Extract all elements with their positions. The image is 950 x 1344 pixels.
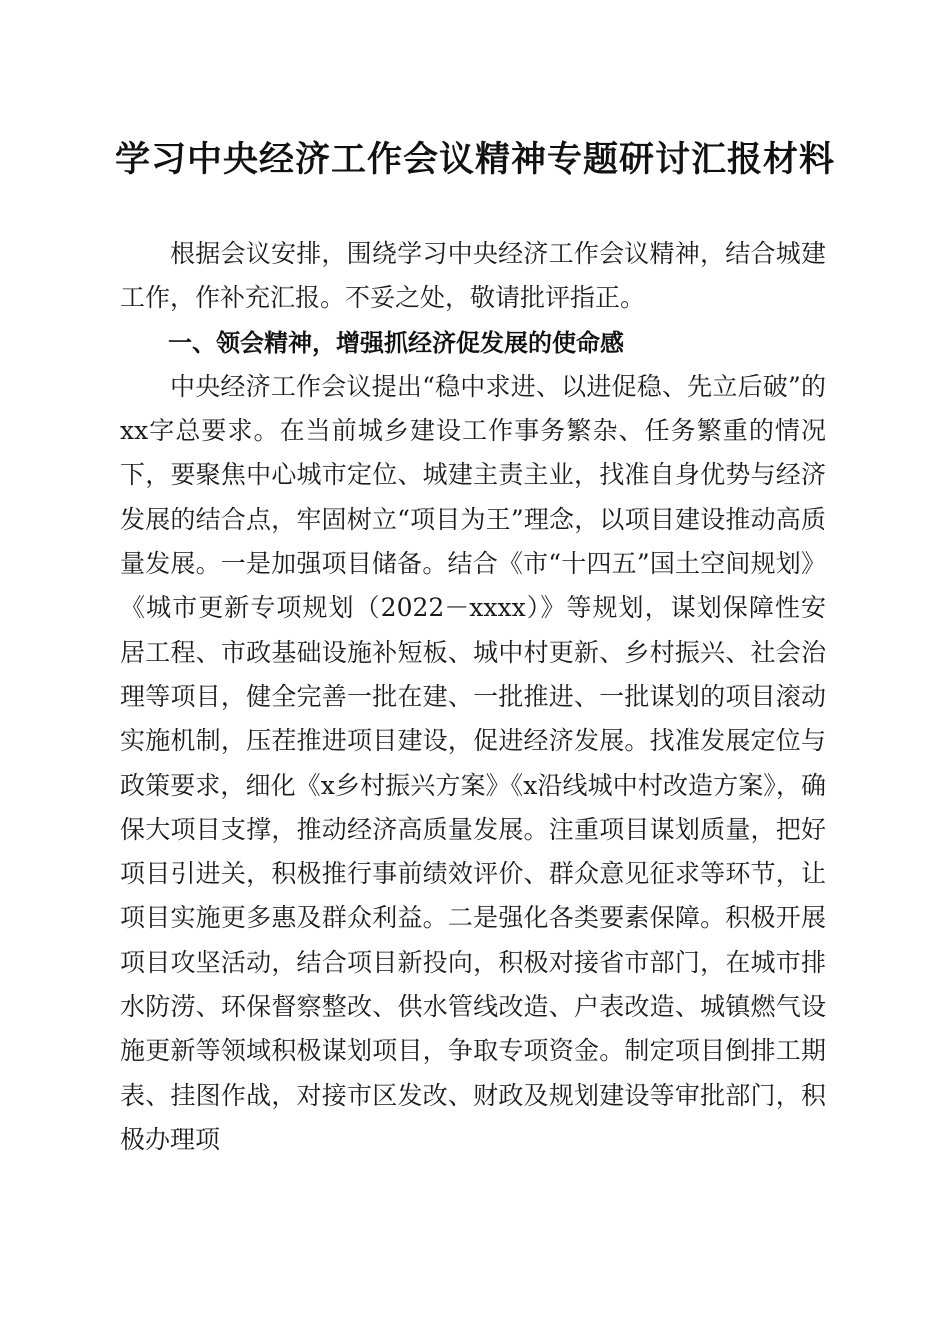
document-title: 学习中央经济工作会议精神专题研讨汇报材料: [114, 139, 835, 180]
document-body: [120, 232, 826, 1162]
section-heading: 一、领会精神，增强抓经济促发展的使命感: [168, 328, 624, 357]
section-paragraph: 中央经济工作会议提出“稳中求进、以进促稳、先立后破”的xx字总要求。在当前城乡建设工作事务繁杂、任务繁重的情况下，要聚焦中心城市定位、城建主责主业，找准自身优势与经济发展的结合点，牢固树立“项目为王”理念，以项目建设推动高质量发展。一是加强项目储备。结合《市“十四五”国土空间规划》《城市更新专项规划（2022－xxxx）》等规划，谋划保障性安居工程、市政基础设施补短板、城中村更新、乡村振兴、社会治理等项目，健全完善一批在建、一批推进、一批谋划的项目滚动实施机制，压茬推进项目建设，促进经济发展。找准发展定位与政策要求，细化《x乡村振兴方案》《x沿线城中村改造方案》，确保大项目支撑，推动经济高质量发展。注重项目谋划质量，把好项目引进关，积极推行事前绩效评价、群众意见征求等环节，让项目实施更多惠及群众利益。二是强化各类要素保障。积极开展项目攻坚活动，结合项目新投向，积极对接省市部门，在城市排水防涝、环保督察整改、供水管线改造、户表改造、城镇燃气设施更新等领域积极谋划项目，争取专项资金。制定项目倒排工期表、挂图作战，对接市区发改、财政及规划建设等审批部门，积极办理项: [120, 371, 826, 1154]
intro-paragraph: 根据会议安排，围绕学习中央经济工作会议精神，结合城建工作，作补充汇报。不妥之处，敬请批评指正。: [120, 239, 826, 313]
